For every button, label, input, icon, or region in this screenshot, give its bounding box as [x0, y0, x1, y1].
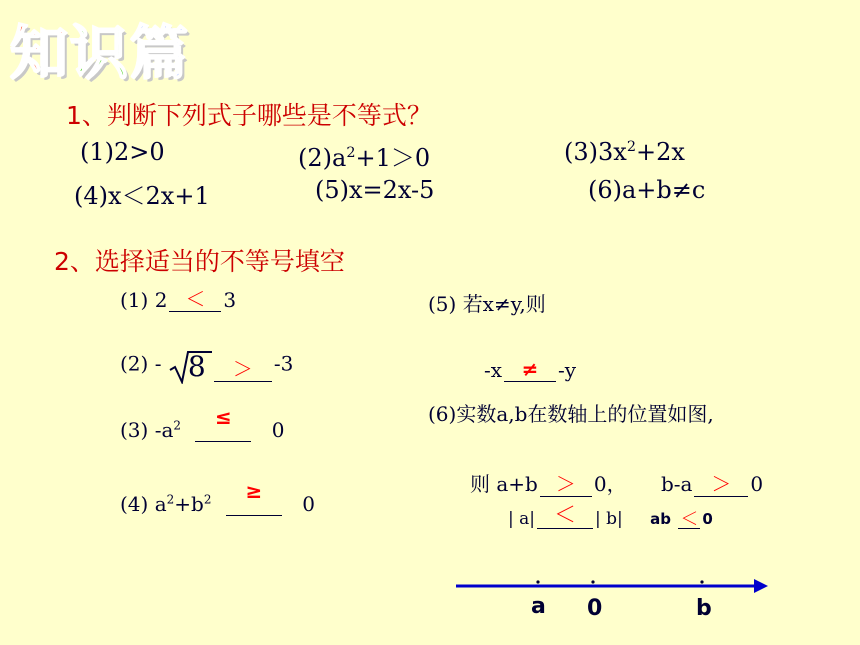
- q1-item-1: (1)2>0: [80, 138, 165, 166]
- answer-6b: ＞: [711, 472, 732, 496]
- question-1-heading: 1、判断下列式子哪些是不等式？: [66, 101, 432, 130]
- q2-part-4: (4) $a^2+b^2 \ge 0$: [120, 479, 315, 516]
- answer-5: ≠: [521, 357, 539, 381]
- answer-6d: ＜: [680, 509, 699, 530]
- q2-part-6-line-2: | a| ＜ | b| ab ＜ 0: [508, 503, 713, 530]
- axis-label-a: a: [531, 594, 546, 619]
- title-char-3: 篇: [130, 19, 191, 87]
- answer-6a: ＞: [555, 472, 576, 496]
- q2-part-5-expression: -x ≠ -y: [484, 357, 577, 382]
- tick-b: [700, 580, 703, 583]
- q1-item-3: $(3)3x^2+2x$: [564, 138, 685, 166]
- sqrt-icon: 8: [168, 348, 212, 382]
- title-char-2: 识: [70, 19, 131, 87]
- answer-2: ＞: [232, 357, 253, 381]
- q1-item-4: (4)x＜2x+1: [74, 182, 210, 210]
- q1-item-5: (5)x=2x-5: [315, 176, 435, 204]
- answer-1: ＜: [185, 287, 206, 311]
- q2-part-6-line-1: 则 a+b ＞ 0， b-a ＞ 0: [470, 472, 764, 496]
- q1-item-6: (6)a+b≠c: [588, 176, 706, 204]
- answer-6c: ＜: [553, 503, 576, 528]
- arrow-right-icon: [754, 579, 768, 593]
- title-char-1: 知: [10, 19, 71, 87]
- q2-part-6-label: (6)实数a,b在数轴上的位置如图,: [428, 402, 714, 426]
- tick-a: [536, 580, 539, 583]
- q1-item-2: $(2)a^2+1>0$: [298, 144, 431, 172]
- answer-3: ≤: [214, 405, 232, 429]
- axis-label-zero: 0: [587, 596, 603, 621]
- number-line: [450, 574, 780, 604]
- q2-part-5-label: (5) 若x≠y,则: [428, 292, 546, 316]
- tick-zero: [591, 580, 594, 583]
- question-2-heading: 2、选择适当的不等号填空: [54, 247, 345, 276]
- axis-label-b: b: [696, 596, 712, 621]
- answer-4: ≥: [245, 479, 263, 503]
- page-title: [10, 6, 191, 87]
- q2-part-1: (1) 2 ＜ 3: [120, 287, 237, 312]
- q2-part-3: (3) $-a^2 \le 0$: [120, 405, 285, 442]
- q2-part-2: (2) - 8 ＞ -3: [120, 350, 294, 383]
